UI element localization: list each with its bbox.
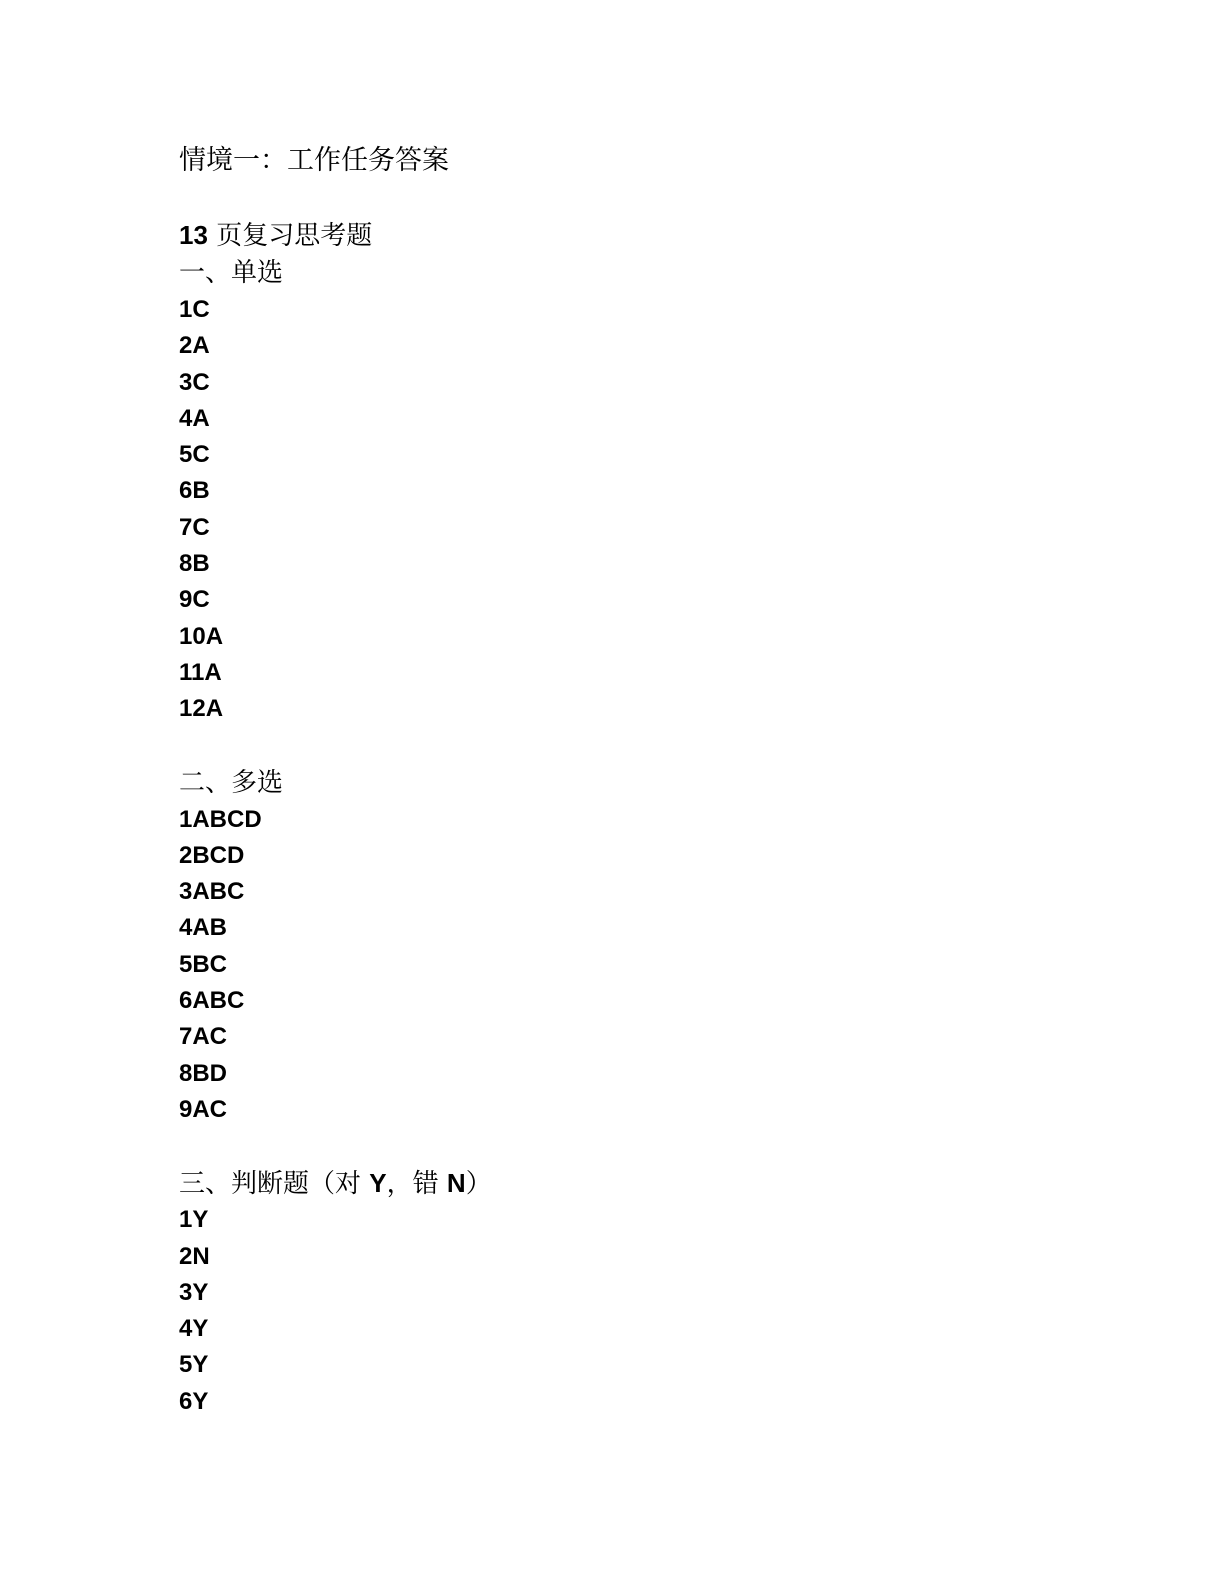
multiple-choice-answer-list bbox=[179, 802, 1079, 1129]
answer-item: 1ABCD bbox=[179, 805, 262, 833]
answer-item: 5BC bbox=[179, 950, 228, 978]
answer-item: 4A bbox=[179, 404, 210, 432]
answer-item: 1Y bbox=[179, 1206, 209, 1234]
answer-item: 1C bbox=[179, 296, 210, 323]
review-page-number: 13 bbox=[179, 220, 208, 250]
multiple-choice-heading: 二、多选 bbox=[179, 767, 284, 798]
answer-item: 2BCD bbox=[179, 841, 245, 869]
section-gap bbox=[179, 728, 1079, 764]
answer-item: 4Y bbox=[179, 1315, 209, 1343]
yes-mark: Y bbox=[369, 1168, 387, 1199]
review-questions-heading bbox=[179, 216, 1079, 254]
document-page bbox=[179, 140, 1079, 1420]
answer-item: 3C bbox=[179, 368, 210, 396]
answer-item: 3ABC bbox=[179, 878, 245, 906]
answer-item: 11A bbox=[179, 658, 222, 686]
answer-item: 7C bbox=[179, 513, 210, 541]
true-false-heading-suffix: ） bbox=[465, 1169, 492, 1200]
answer-item: 6ABC bbox=[179, 987, 245, 1015]
true-false-answer-list bbox=[179, 1202, 1079, 1420]
true-false-heading-prefix: 三、判断题（对 bbox=[179, 1169, 362, 1200]
no-mark: N bbox=[446, 1168, 466, 1199]
true-false-heading-middle: ，错 bbox=[386, 1169, 439, 1200]
true-false-heading bbox=[179, 1164, 1079, 1202]
section-gap bbox=[179, 1128, 1079, 1164]
single-choice-heading: 一、单选 bbox=[179, 258, 284, 288]
answer-item: 7AC bbox=[179, 1023, 228, 1051]
answer-item: 8BD bbox=[179, 1059, 228, 1087]
review-heading-text: 页复习思考题 bbox=[216, 221, 373, 251]
answer-item: 5C bbox=[179, 441, 210, 469]
single-choice-answer-list bbox=[179, 292, 1079, 728]
answer-item: 5Y bbox=[179, 1351, 209, 1379]
answer-item: 12A bbox=[179, 695, 224, 723]
document-title: 情境一：工作任务答案 bbox=[179, 145, 449, 176]
answer-item: 3Y bbox=[179, 1278, 209, 1306]
answer-item: 4AB bbox=[179, 914, 228, 942]
answer-item: 6Y bbox=[179, 1387, 209, 1415]
answer-item: 9C bbox=[179, 586, 210, 614]
answer-item: 6B bbox=[179, 477, 210, 505]
answer-item: 2A bbox=[179, 332, 210, 360]
answer-item: 8B bbox=[179, 550, 210, 578]
answer-item: 9AC bbox=[179, 1095, 228, 1123]
answer-item: 10A bbox=[179, 622, 224, 650]
answer-item: 2N bbox=[179, 1242, 210, 1270]
